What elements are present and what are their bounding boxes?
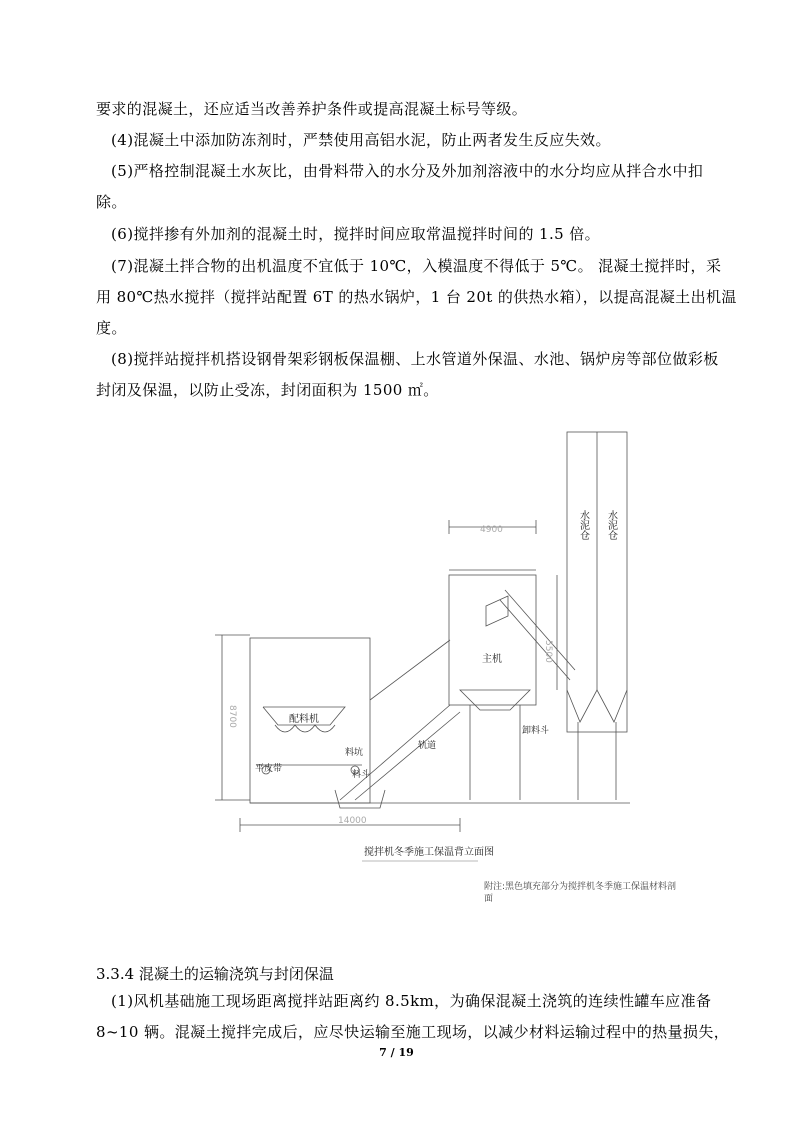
label-material-pit: 料坑	[345, 748, 364, 758]
text-line: (5)严格控制混凝土水灰比，由骨料带入的水分及外加剂溶液中的水分均应从拌合水中扣	[111, 162, 704, 180]
text-line: (6)搅拌掺有外加剂的混凝土时，搅拌时间应取常温搅拌时间的 1.5 倍。	[111, 225, 601, 243]
screw-feeder	[486, 596, 508, 626]
dim-bottom: 14000	[338, 816, 367, 826]
pit	[335, 790, 385, 808]
diagram-note-line1: 附注:黑色填充部分为搅拌机冬季施工保温材料剖	[484, 882, 677, 892]
text-line: 除。	[96, 193, 127, 211]
main-tower	[449, 575, 536, 705]
dim-right: 5500	[543, 640, 553, 663]
label-discharge-hopper: 卸料斗	[522, 726, 550, 736]
text-line: (7)混凝土拌合物的出机温度不宜低于 10℃，入模温度不得低于 5℃。 混凝土搅拌时，采	[111, 257, 722, 275]
text-line: 8~10 辆。混凝土搅拌完成后，应尽快运输至施工现场，以减少材料运输过程中的热量损失，	[96, 1023, 730, 1041]
text-line: 封闭及保温，以防止受冻，封闭面积为 1500 ㎡。	[96, 381, 439, 399]
silo-cones	[567, 690, 627, 722]
label-track: 轨道	[418, 741, 437, 751]
text-line: (1)风机基础施工现场距离搅拌站距离约 8.5km，为确保混凝土浇筑的连续性罐车应准备	[111, 992, 712, 1010]
dim-top: 4900	[480, 525, 503, 535]
label-flat-belt: 平皮带	[255, 764, 283, 774]
diagram-note-line2: 面	[484, 894, 494, 904]
diagram-caption: 搅拌机冬季施工保温背立面图	[364, 847, 494, 858]
label-batching-machine: 配料机	[289, 714, 319, 725]
text-line: (8)搅拌站搅拌机搭设钢骨架彩钢板保温棚、上水管道外保温、水池、锅炉房等部位做彩板	[111, 350, 719, 368]
page-number: 7 / 19	[379, 1046, 414, 1059]
label-main-machine: 主机	[482, 654, 502, 665]
label-hopper: 料斗	[352, 770, 371, 780]
text-line: 度。	[96, 319, 127, 337]
label-cement-silo-1: 水泥仓	[577, 510, 589, 540]
label-cement-silo-2: 水泥仓	[605, 510, 617, 540]
section-paragraph-cont	[96, 1017, 730, 1048]
text-line: 用 80℃热水搅拌（搅拌站配置 6T 的热水锅炉，1 台 20t 的供热水箱），以提高混凝土出机温	[96, 288, 737, 306]
text-line: (4)混凝土中添加防冻剂时，严禁使用高铝水泥，防止两者发生反应失效。	[111, 131, 611, 149]
main-hopper	[460, 690, 530, 710]
dim-left: 8700	[227, 705, 237, 728]
text-line: 要求的混凝土，还应适当改善养护条件或提高混凝土标号等级。	[96, 100, 528, 118]
section-heading: 3.3.4 混凝土的运输浇筑与封闭保温	[96, 965, 334, 983]
section-paragraph	[111, 986, 711, 1017]
